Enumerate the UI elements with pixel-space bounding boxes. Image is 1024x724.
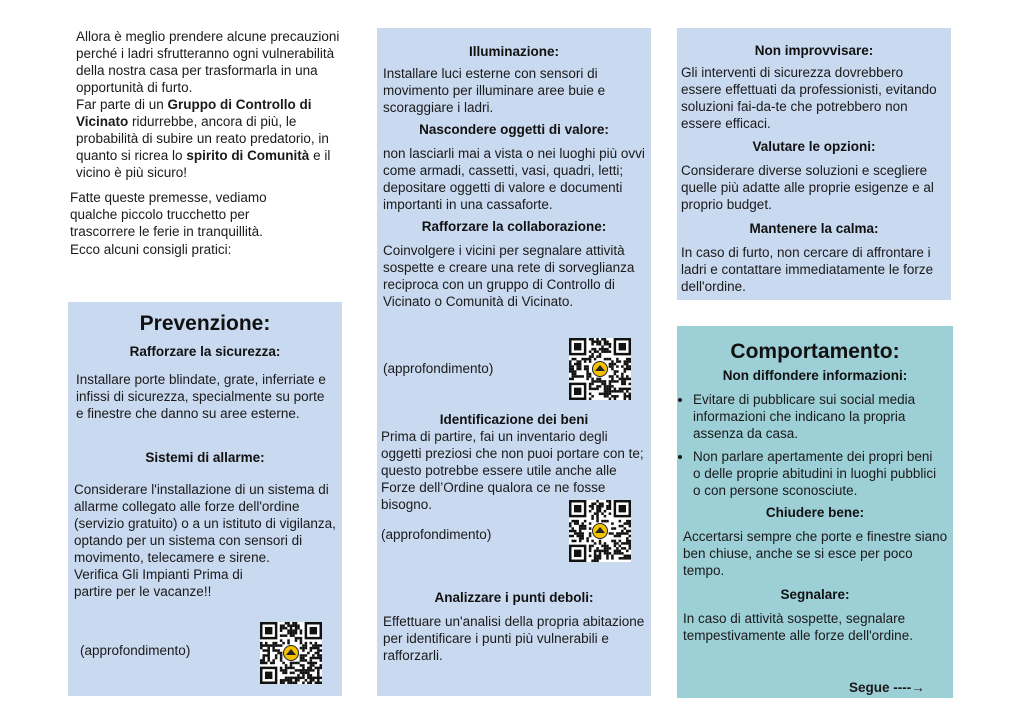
qr-code-allarme[interactable]: [260, 622, 322, 684]
list-item: • Non parlare apertamente dei propri beni o delle proprie abitudini in luoghi pubblici o con persone sconosciute.: [693, 448, 943, 499]
collaborazione-text: Coinvolgere i vicini per segnalare attività sospette e creare una rete di sorveglianza reciproca con un gruppo di Controllo di Vicinato o Comunità di Vicinato.: [383, 243, 635, 309]
nascondere-heading: Nascondere oggetti di valore:: [419, 122, 609, 137]
intro-text: [70, 28, 346, 258]
chiudere-bene-heading: Chiudere bene:: [765, 505, 865, 520]
valutare-opzioni-heading: Valutare le opzioni:: [752, 139, 876, 154]
non-diffondere-list: [677, 391, 943, 499]
intro-paragraph-2: [76, 96, 346, 181]
chiudere-bene-text: Accertarsi sempre che porte e finestre siano ben chiuse, anche se si esce per poco tempo.: [683, 529, 948, 578]
comportamento-title: Comportamento:: [730, 340, 900, 363]
approfondimento-link-identificazione[interactable]: (approfondimento): [381, 527, 492, 542]
right-top-panel: [677, 28, 951, 300]
intro-paragraph-3: Fatte queste premesse, vediamo qualche piccolo trucchetto per trascorrere le ferie in tranquillità.: [70, 190, 267, 239]
sistemi-allarme-heading: Sistemi di allarme:: [145, 450, 265, 465]
nascondere-text: non lasciarli mai a vista o nei luoghi più ovvi come armadi, cassetti, vasi, quadri, letti; depositare oggetti di valore e documenti importanti in una cassaforte.: [383, 146, 645, 212]
intro-text-part: e il vicino è più sicuro!: [76, 148, 331, 180]
punti-deboli-text: Effettuare un'analisi della propria abitazione per identificare i punti più vulnerabili e rafforzarli.: [383, 614, 645, 663]
non-diffondere-heading: Non diffondere informazioni:: [722, 368, 908, 383]
intro-bold-spirit: spirito di Comunità: [186, 148, 310, 163]
sistemi-allarme-text: Considerare l'installazione di un sistema di allarme collegato alle forze dell'ordine (servizio gratuito) o a un istituto di vigilanza, optando per un sistema con sensori di movimento, telecamere e sirene.: [74, 482, 336, 565]
illuminazione-heading: Illuminazione:: [468, 44, 559, 59]
rafforzare-sicurezza-heading: Rafforzare la sicurezza:: [129, 344, 281, 359]
qr-code-identificazione[interactable]: [569, 500, 631, 562]
mantenere-calma-heading: Mantenere la calma:: [749, 221, 879, 236]
segnalare-text: In caso di attività sospette, segnalare tempestivamente alle forze dell'ordine.: [683, 611, 913, 643]
segue-link[interactable]: Segue ----→: [849, 680, 925, 695]
prevenzione-panel: [68, 302, 342, 696]
qr-code-collaborazione[interactable]: [569, 338, 631, 400]
segnalare-heading: Segnalare:: [780, 587, 850, 602]
intro-text-part: ridurrebbe, ancora di più, le probabilità di subire un reato predatorio, in quanto si ricrea lo: [76, 114, 329, 163]
valutare-opzioni-text: Considerare diverse soluzioni e scegliere quelle più adatte alle proprie esigenze e al proprio budget.: [681, 163, 934, 212]
identificazione-heading: Identificazione dei beni: [439, 412, 589, 427]
illuminazione-text: Installare luci esterne con sensori di movimento per illuminare aree buie e scoraggiare i ladri.: [383, 66, 606, 115]
identificazione-text: Prima di partire, fai un inventario degli oggetti preziosi che non puoi portare con te; questo potrebbe essere utile anche alle Forze dell’Ordine qualora ce ne fosse bisogno.: [381, 429, 644, 512]
rafforzare-sicurezza-text: Installare porte blindate, grate, inferriate e infissi di sicurezza, specialmente su porte e finestre che danno su aree esterne.: [76, 372, 326, 421]
collaborazione-heading: Rafforzare la collaborazione:: [421, 219, 607, 234]
comportamento-panel: [677, 326, 953, 698]
intro-text-part: Far parte di un: [76, 97, 168, 112]
punti-deboli-heading: Analizzare i punti deboli:: [434, 590, 594, 605]
non-improvvisare-heading: Non improvvisare:: [754, 43, 874, 58]
middle-panel: [377, 28, 651, 696]
intro-paragraph-1: Allora è meglio prendere alcune precauzioni perché i ladri sfrutteranno ogni vulnerabilità della nostra casa per trasformarla in una opportunità di furto.: [76, 29, 340, 95]
intro-paragraph-4: Ecco alcuni consigli pratici:: [70, 242, 232, 257]
mantenere-calma-text: In caso di furto, non cercare di affrontare i ladri e contattare immediatamente le forze dell'ordine.: [681, 245, 934, 294]
intro-bold-group: Gruppo di Controllo di Vicinato: [76, 97, 312, 129]
verifica-impianti-text: Verifica Gli Impianti Prima di partire per le vacanze!!: [74, 567, 243, 599]
approfondimento-link-collaborazione[interactable]: (approfondimento): [383, 361, 494, 376]
list-item: • Evitare di pubblicare sui social media informazioni che indicano la propria assenza da casa.: [693, 391, 943, 442]
approfondimento-link-allarme[interactable]: (approfondimento): [80, 643, 191, 658]
non-improvvisare-text: Gli interventi di sicurezza dovrebbero essere effettuati da professionisti, evitando soluzioni fai-da-te che potrebbero non essere efficaci.: [681, 65, 937, 131]
prevenzione-title: Prevenzione:: [139, 312, 271, 335]
